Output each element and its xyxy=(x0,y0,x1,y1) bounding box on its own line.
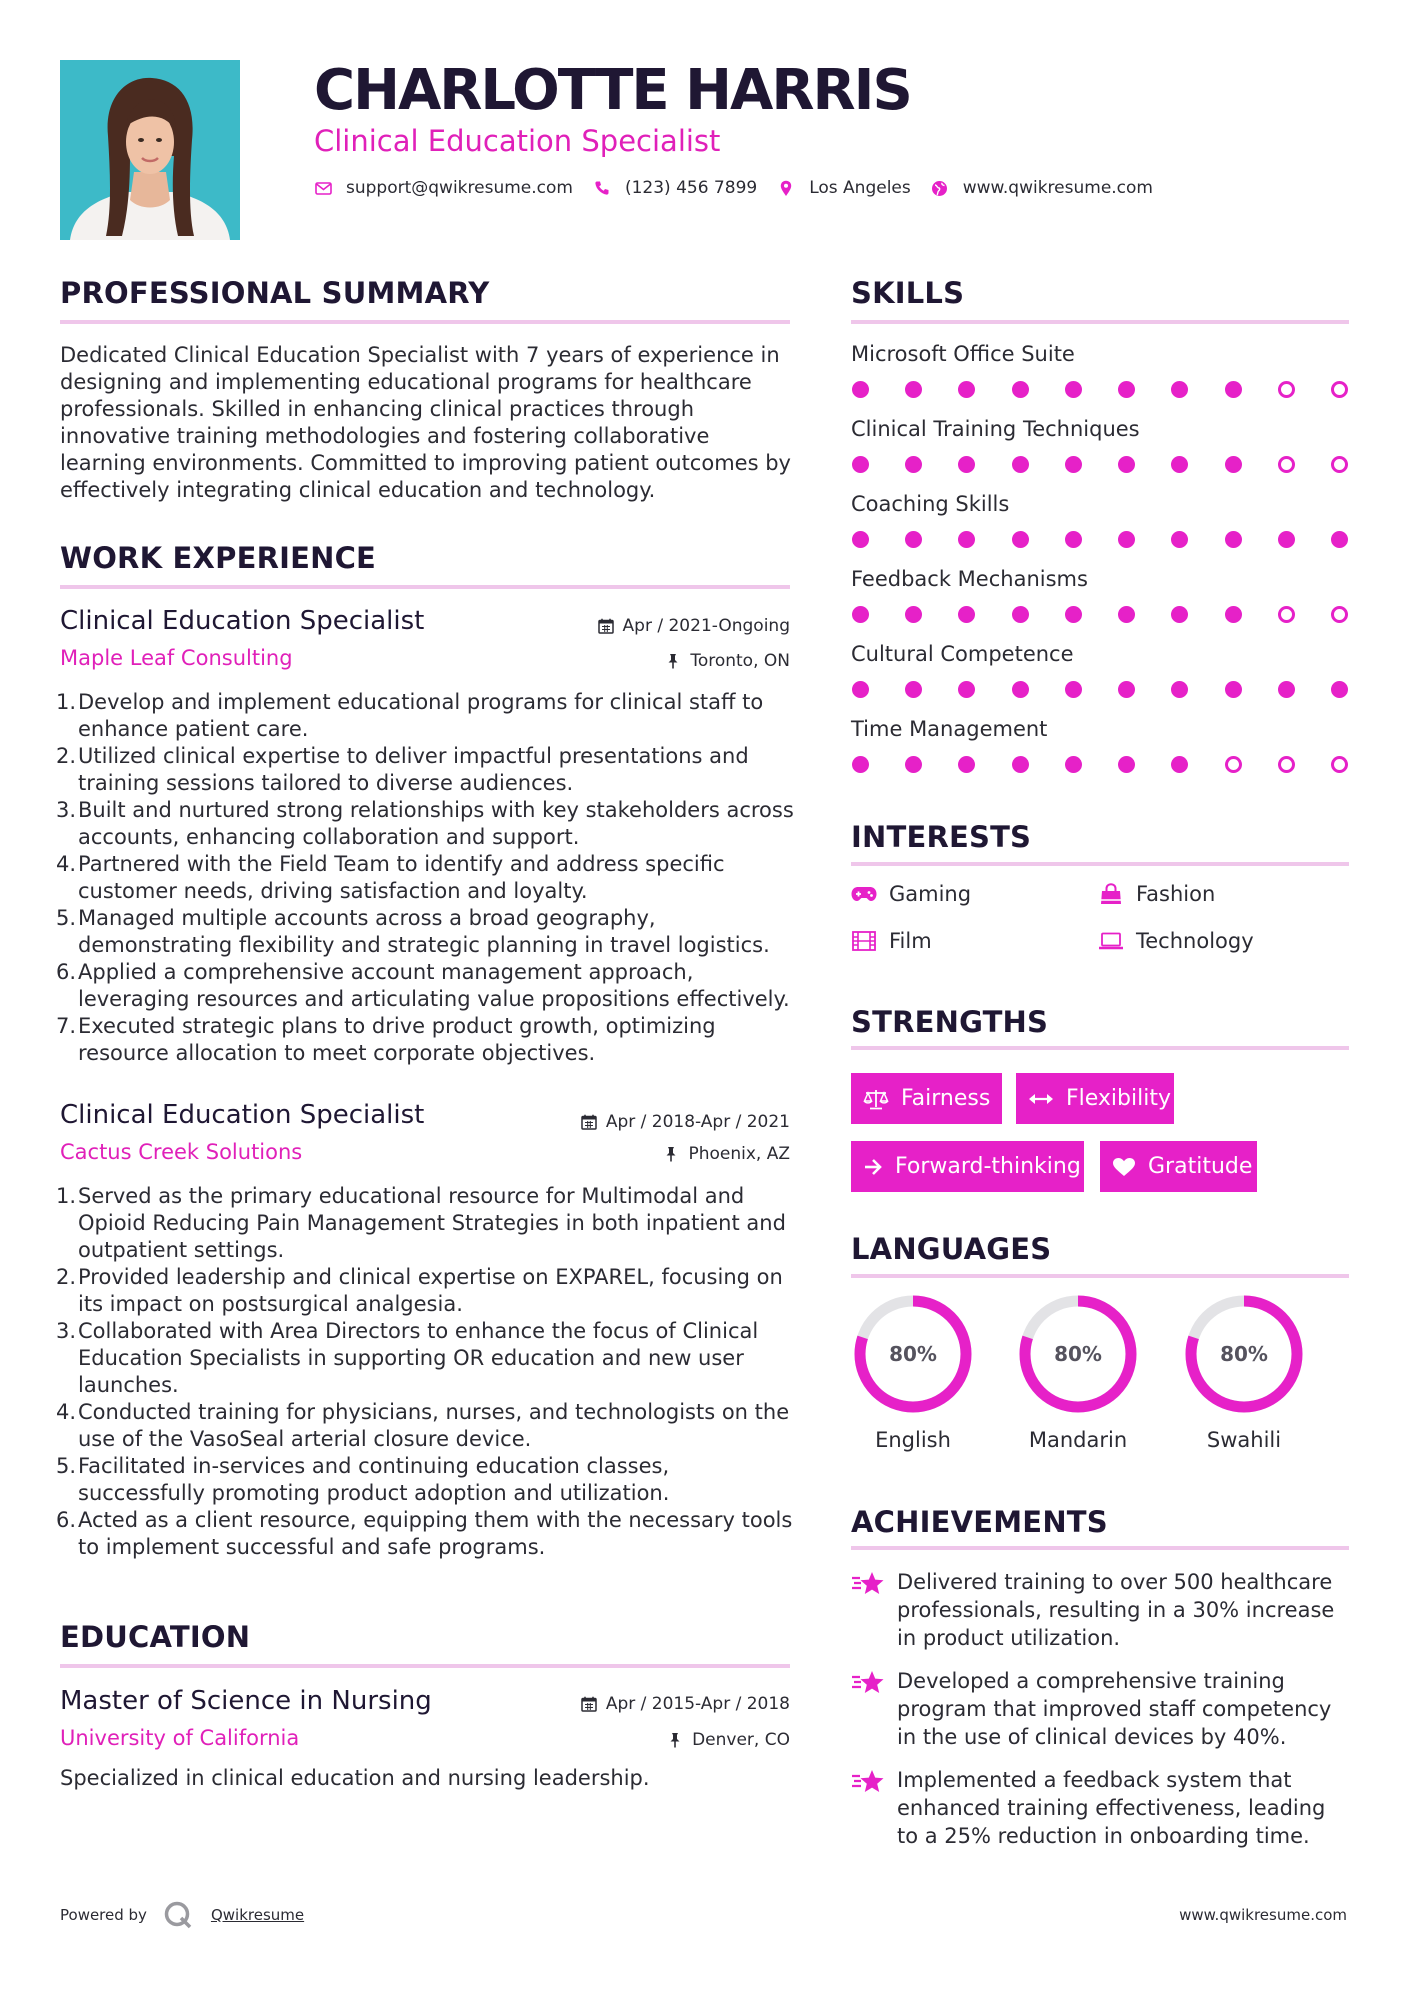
rating-dot-filled xyxy=(958,381,975,398)
rating-dot-empty xyxy=(1278,606,1295,623)
rating-dot-filled xyxy=(1225,606,1242,623)
education-dates xyxy=(580,1694,790,1714)
rating-dot-filled xyxy=(1171,606,1188,623)
rating-dot-filled xyxy=(1012,606,1029,623)
job-dates xyxy=(597,616,790,636)
degree-title: Master of Science in Nursing xyxy=(60,1686,432,1716)
job-location-text: Toronto, ON xyxy=(690,651,790,671)
languages-divider xyxy=(851,1274,1349,1278)
strength-label: Flexibility xyxy=(1066,1086,1171,1111)
star-icon xyxy=(851,1766,887,1796)
map-pin-icon xyxy=(777,179,795,197)
rating-dot-filled xyxy=(905,531,922,548)
rating-dot-filled xyxy=(1225,531,1242,548)
rating-dot-filled xyxy=(958,756,975,773)
contact-phone[interactable] xyxy=(593,178,757,198)
pushpin-icon xyxy=(664,652,682,670)
rating-dot-empty xyxy=(1278,381,1295,398)
shopping-bag-icon xyxy=(1098,883,1124,905)
contact-email-text: support@qwikresume.com xyxy=(346,178,573,198)
skill-rating xyxy=(852,381,1348,398)
strengths-divider xyxy=(851,1046,1349,1050)
strength-label: Fairness xyxy=(901,1086,991,1111)
calendar-icon xyxy=(580,1113,598,1131)
powered-by-label: Powered by xyxy=(60,1906,147,1924)
job-bullets xyxy=(56,1183,795,1561)
contact-website[interactable] xyxy=(931,178,1153,198)
skill-rating xyxy=(852,756,1348,773)
footer-powered-by xyxy=(60,1900,304,1930)
skills-divider xyxy=(851,320,1349,324)
school-name: University of California xyxy=(60,1726,300,1750)
skill-name: Coaching Skills xyxy=(851,492,1010,516)
rating-dot-filled xyxy=(1118,756,1135,773)
interest-item xyxy=(851,882,971,906)
interest-label: Gaming xyxy=(889,882,972,906)
rating-dot-filled xyxy=(905,756,922,773)
education-location-text: Denver, CO xyxy=(692,1730,790,1750)
rating-dot-filled xyxy=(1331,531,1348,548)
education-entry xyxy=(60,1684,790,1764)
qwikresume-logo-icon xyxy=(163,1900,193,1930)
strength-label: Gratitude xyxy=(1148,1154,1253,1179)
rating-dot-filled xyxy=(1012,756,1029,773)
contact-location-text: Los Angeles xyxy=(809,178,911,198)
rating-dot-filled xyxy=(1065,756,1082,773)
arrows-horizontal-icon xyxy=(1028,1088,1054,1110)
rating-dot-filled xyxy=(852,756,869,773)
language-percent: 80% xyxy=(1220,1342,1268,1366)
rating-dot-empty xyxy=(1331,456,1348,473)
calendar-icon xyxy=(597,617,615,635)
skills-heading: SKILLS xyxy=(851,276,965,310)
balance-scale-icon xyxy=(863,1088,889,1110)
rating-dot-filled xyxy=(1171,681,1188,698)
rating-dot-filled xyxy=(852,681,869,698)
rating-dot-filled xyxy=(1278,531,1295,548)
rating-dot-filled xyxy=(1171,381,1188,398)
bullet-item: 3. Collaborated with Area Directors to enhance the focus of Clinical Education Specialists in supporting OR education and new user launches. xyxy=(56,1319,759,1397)
rating-dot-empty xyxy=(1331,756,1348,773)
footer-url[interactable]: www.qwikresume.com xyxy=(1179,1906,1347,1924)
job-dates-text: Apr / 2018-Apr / 2021 xyxy=(605,1112,790,1132)
rating-dot-filled xyxy=(852,531,869,548)
bullet-item: 5. Facilitated in-services and continuing education classes, successfully promoting product adoption and utilization. xyxy=(56,1454,670,1505)
rating-dot-filled xyxy=(1225,381,1242,398)
education-divider xyxy=(60,1664,790,1668)
job-bullets xyxy=(56,689,795,1067)
job-company: Cactus Creek Solutions xyxy=(60,1140,303,1164)
language-progress-ring xyxy=(1016,1292,1140,1416)
bullet-item: 5. Managed multiple accounts across a broad geography, demonstrating flexibility and strategic planning in travel logistics. xyxy=(56,906,770,957)
rating-dot-empty xyxy=(1278,456,1295,473)
education-heading: EDUCATION xyxy=(60,1620,251,1654)
rating-dot-filled xyxy=(1118,456,1135,473)
interest-label: Film xyxy=(889,929,932,953)
experience-divider xyxy=(60,585,790,589)
skill-name: Cultural Competence xyxy=(851,642,1074,666)
summary-heading: PROFESSIONAL SUMMARY xyxy=(60,276,490,310)
rating-dot-filled xyxy=(1171,456,1188,473)
rating-dot-filled xyxy=(852,606,869,623)
job-location-text: Phoenix, AZ xyxy=(688,1144,790,1164)
rating-dot-filled xyxy=(1065,606,1082,623)
achievement-text: Developed a comprehensive training program that improved staff competency in the use of clinical devices by 40%. xyxy=(897,1669,1332,1749)
language-item xyxy=(1182,1292,1306,1452)
rating-dot-filled xyxy=(905,681,922,698)
interests-heading: INTERESTS xyxy=(851,820,1032,854)
rating-dot-filled xyxy=(1171,756,1188,773)
rating-dot-filled xyxy=(1278,681,1295,698)
rating-dot-filled xyxy=(1225,456,1242,473)
contact-phone-text: (123) 456 7899 xyxy=(624,178,758,198)
job-entry xyxy=(60,604,790,684)
film-icon xyxy=(851,930,877,952)
skill-name: Time Management xyxy=(851,717,1048,741)
bullet-item: 3. Built and nurtured strong relationships with key stakeholders across accounts, enhancing collaboration and support. xyxy=(56,798,794,849)
achievement-text: Implemented a feedback system that enhanced training effectiveness, leading to a 25% reduction in onboarding time. xyxy=(897,1768,1326,1848)
interest-label: Fashion xyxy=(1136,882,1216,906)
rating-dot-filled xyxy=(958,681,975,698)
rating-dot-filled xyxy=(1118,381,1135,398)
strength-badge xyxy=(1016,1073,1174,1124)
rating-dot-filled xyxy=(905,606,922,623)
achievement-text: Delivered training to over 500 healthcare professionals, resulting in a 30% increase in product utilization. xyxy=(897,1570,1335,1650)
qwikresume-link[interactable]: Qwikresume xyxy=(210,1906,305,1924)
rating-dot-filled xyxy=(1331,681,1348,698)
rating-dot-filled xyxy=(1065,381,1082,398)
rating-dot-filled xyxy=(958,606,975,623)
language-item xyxy=(851,1292,975,1452)
bullet-item: 2. Utilized clinical expertise to deliver impactful presentations and training sessions tailored to diverse audiences. xyxy=(56,744,749,795)
rating-dot-filled xyxy=(905,456,922,473)
job-dates-text: Apr / 2021-Ongoing xyxy=(622,616,790,636)
skill-rating xyxy=(852,456,1348,473)
skill-rating xyxy=(852,606,1348,623)
interest-item xyxy=(1098,882,1215,906)
language-percent: 80% xyxy=(889,1342,937,1366)
contact-website-text: www.qwikresume.com xyxy=(962,178,1153,198)
skill-rating xyxy=(852,681,1348,698)
contact-location xyxy=(777,178,911,198)
education-description: Specialized in clinical education and nursing leadership. xyxy=(60,1766,650,1790)
contact-email[interactable] xyxy=(314,178,573,198)
language-progress-ring xyxy=(851,1292,975,1416)
star-icon xyxy=(851,1568,887,1598)
profile-photo xyxy=(60,60,240,240)
contact-bar xyxy=(314,178,1173,198)
rating-dot-filled xyxy=(1118,606,1135,623)
rating-dot-empty xyxy=(1331,381,1348,398)
strength-label: Forward-thinking xyxy=(895,1154,1081,1179)
bullet-item: 4. Partnered with the Field Team to identify and address specific customer needs, driving satisfaction and loyalty. xyxy=(56,852,725,903)
globe-icon xyxy=(931,179,949,197)
rating-dot-filled xyxy=(1118,531,1135,548)
rating-dot-empty xyxy=(1225,756,1242,773)
interest-item xyxy=(851,929,932,953)
skill-name: Feedback Mechanisms xyxy=(851,567,1088,591)
rating-dot-filled xyxy=(1012,381,1029,398)
job-entry xyxy=(60,1098,790,1178)
rating-dot-filled xyxy=(1065,456,1082,473)
bullet-item: 6. Acted as a client resource, equipping them with the necessary tools to implement successful and safe programs. xyxy=(56,1508,793,1559)
candidate-name: CHARLOTTE HARRIS xyxy=(314,58,911,123)
skill-name: Microsoft Office Suite xyxy=(851,342,1075,366)
rating-dot-empty xyxy=(1278,756,1295,773)
star-icon xyxy=(851,1667,887,1697)
languages-heading: LANGUAGES xyxy=(851,1232,1052,1266)
rating-dot-filled xyxy=(1065,681,1082,698)
job-company: Maple Leaf Consulting xyxy=(60,646,293,670)
language-name: English xyxy=(875,1428,951,1452)
strengths-heading: STRENGTHS xyxy=(851,1005,1049,1039)
arrow-right-icon xyxy=(863,1156,883,1178)
rating-dot-filled xyxy=(958,456,975,473)
job-location xyxy=(664,651,790,671)
rating-dot-filled xyxy=(1065,531,1082,548)
rating-dot-filled xyxy=(852,456,869,473)
laptop-icon xyxy=(1098,930,1124,952)
rating-dot-filled xyxy=(1118,681,1135,698)
job-title: Clinical Education Specialist xyxy=(60,606,425,636)
gamepad-icon xyxy=(851,883,877,905)
candidate-title: Clinical Education Specialist xyxy=(314,124,721,158)
education-location xyxy=(666,1730,790,1750)
calendar-icon xyxy=(580,1695,598,1713)
skill-rating xyxy=(852,531,1348,548)
envelope-icon xyxy=(314,179,332,197)
strength-badge xyxy=(1100,1141,1257,1192)
bullet-item: 4. Conducted training for physicians, nurses, and technologists on the use of the VasoSeal arterial closure device. xyxy=(56,1400,790,1451)
rating-dot-filled xyxy=(852,381,869,398)
interests-divider xyxy=(851,862,1349,866)
language-item xyxy=(1016,1292,1140,1452)
language-name: Swahili xyxy=(1206,1428,1282,1452)
pushpin-icon xyxy=(662,1145,680,1163)
bullet-item: 2. Provided leadership and clinical expertise on EXPAREL, focusing on its impact on postsurgical analgesia. xyxy=(56,1265,783,1316)
summary-text: Dedicated Clinical Education Specialist with 7 years of experience in designing and implementing educational programs for healthcare professionals. Skilled in enhancing clinical practices through innovative training methodologies and fostering collaborative learning environments. Committed to improving patient outcomes by effectively integrating clinical education and technology. xyxy=(60,343,791,502)
rating-dot-filled xyxy=(905,381,922,398)
achievement-item xyxy=(851,1766,1351,1850)
achievement-item xyxy=(851,1667,1351,1751)
achievements-divider xyxy=(851,1546,1349,1550)
achievements-heading: ACHIEVEMENTS xyxy=(851,1505,1108,1539)
job-dates xyxy=(580,1112,790,1132)
experience-heading: WORK EXPERIENCE xyxy=(60,541,377,575)
job-location xyxy=(662,1144,790,1164)
rating-dot-filled xyxy=(1225,681,1242,698)
heart-icon xyxy=(1112,1156,1136,1178)
pushpin-icon xyxy=(666,1731,684,1749)
phone-icon xyxy=(593,179,611,197)
interest-label: Technology xyxy=(1136,929,1254,953)
rating-dot-filled xyxy=(1171,531,1188,548)
language-name: Mandarin xyxy=(1028,1428,1128,1452)
rating-dot-filled xyxy=(1012,531,1029,548)
bullet-item: 1. Develop and implement educational programs for clinical staff to enhance patient care. xyxy=(56,690,764,741)
summary-divider xyxy=(60,320,790,324)
education-dates-text: Apr / 2015-Apr / 2018 xyxy=(605,1694,790,1714)
bullet-item: 6. Applied a comprehensive account management approach, leveraging resources and articulating value propositions effectively. xyxy=(56,960,790,1011)
rating-dot-filled xyxy=(958,531,975,548)
language-progress-ring xyxy=(1182,1292,1306,1416)
strength-badge xyxy=(851,1073,1002,1124)
achievement-item xyxy=(851,1568,1351,1652)
bullet-item: 1. Served as the primary educational resource for Multimodal and Opioid Reducing Pain Management Strategies in both inpatient and outpatient settings. xyxy=(56,1184,786,1262)
rating-dot-filled xyxy=(1012,681,1029,698)
strength-badge xyxy=(851,1141,1084,1192)
language-percent: 80% xyxy=(1054,1342,1102,1366)
interest-item xyxy=(1098,929,1254,953)
skill-name: Clinical Training Techniques xyxy=(851,417,1140,441)
bullet-item: 7. Executed strategic plans to drive product growth, optimizing resource allocation to meet corporate objectives. xyxy=(56,1014,716,1065)
rating-dot-filled xyxy=(1012,456,1029,473)
job-title: Clinical Education Specialist xyxy=(60,1100,425,1130)
rating-dot-empty xyxy=(1331,606,1348,623)
